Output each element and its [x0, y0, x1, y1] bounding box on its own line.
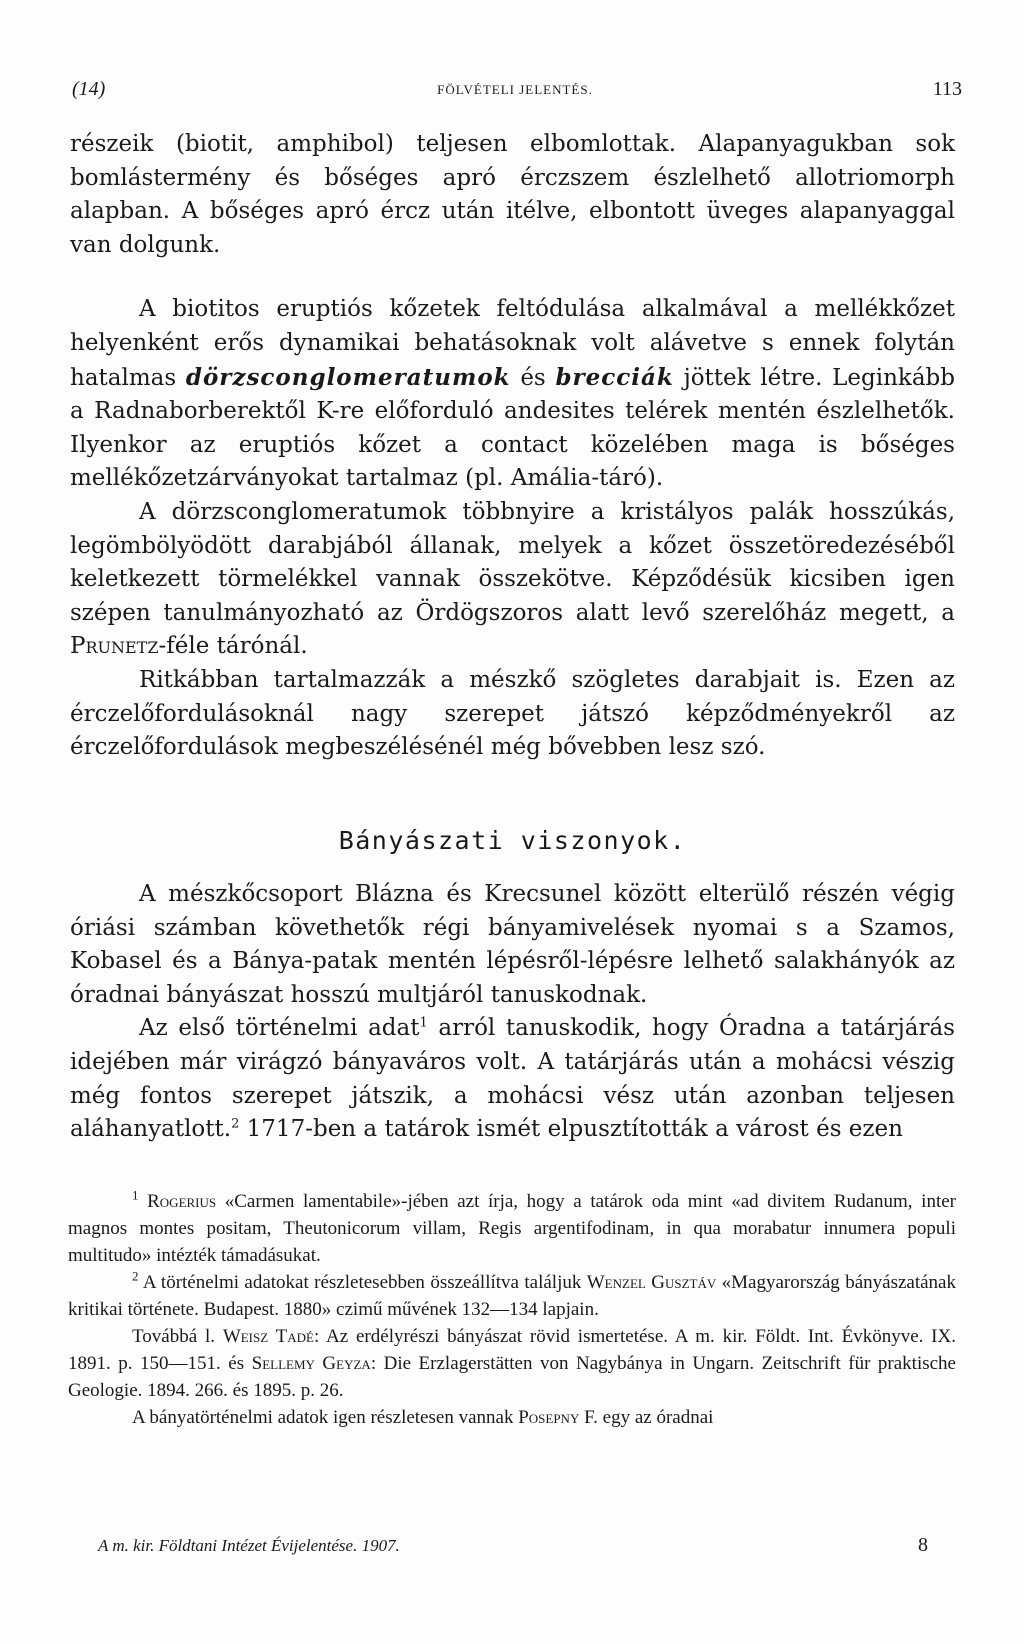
person-name-posepny: Posepny: [518, 1407, 580, 1428]
footnote-3-part3: : Die Erzlagerstätten von Nagybánya in Ungarn. Zeitschrift für praktische Geologie. 1894. 266. és 1895. p. 26.: [68, 1353, 956, 1401]
paragraph-6-part1: Az első történelmi adat: [139, 1015, 420, 1042]
footer-publication: A m. kir. Földtani Intézet Évijelentése. 1907.: [98, 1536, 400, 1555]
paragraph-3-part2: -féle tárónál.: [158, 633, 308, 660]
paragraph-5: A mészkőcsoport Blázna és Krecsunel között elterülő részén végig óriási számban követhetők régi bányamivelések nyomai s a Szamos, Kobasel és a Bánya-patak mentén lépésről-lépésre lelhető salakhányók az óradnai bányászat hosszú multjáról tanuskodnak.: [70, 881, 955, 1008]
header-section-number: (14): [72, 78, 106, 100]
paragraph-6: [70, 1012, 955, 1146]
paragraph-3-part1: A dörzsconglomeratumok többnyire a kristályos palák hosszúkás, legömbölyödött darabjából állanak, melyek a kőzet összetöredezéséből keletkezett törmelékkel vannak összekötve. Képződésük kicsiben igen szépen tanulmányozható az Ördögszoros alatt levő szerelőház megett, a: [70, 498, 955, 626]
term-brecciak: brecciák: [555, 363, 674, 391]
running-header: [68, 78, 962, 108]
footnote-1: [68, 1188, 956, 1269]
footnote-1-text: «Carmen lamentabile»-jében azt írja, hogy a tatárok oda mint «ad divitem Rudanum, inter magnos montes positam, Theutonicorum villam, Regis argentifodinam, in qua morabatur innumera populi multitudo» intézték támadásukat.: [68, 1191, 956, 1266]
paragraph-1: részeik (biotit, amphibol) teljesen elbomlottak. Alapanyagukban sok bomlástermény és bőséges apró érczszem észlelhető allotriomorph alapban. A bőséges apró ércz után itélve, elbontott üveges alapanyaggal van dolgunk.: [70, 131, 955, 258]
footnote-2: [68, 1269, 956, 1323]
footer-signature-number: 8: [918, 1534, 928, 1556]
footnotes: [68, 1188, 956, 1431]
footnote-2-part1: A történelmi adatokat részletesebben összeállítva találjuk: [138, 1272, 587, 1293]
paragraph-6-part3: 1717-ben a tatárok ismét elpusztították a várost és ezen: [239, 1116, 903, 1143]
footnote-3: [68, 1323, 956, 1404]
footnote-4-part2: F. egy az óradnai: [579, 1407, 714, 1428]
paragraph-6-part2: arról tanuskodik, hogy Óradna a tatárjárás idejében már virágzó bányaváros volt. A tatárjárás után a mohácsi vészig még fontos szerepet játszik, a mohácsi vész után azonban teljesen aláhanyatlott.: [70, 1015, 955, 1143]
paragraph-2-part2: és: [510, 364, 556, 391]
footnote-3-part2: : Az erdélyrészi bányászat rövid ismertetése. A m. kir. Földt. Int. Évkönyve. IX. 1891. p. 150—151. és: [68, 1326, 956, 1374]
person-name-prunetz: Prunetz: [70, 633, 159, 660]
page-number: 113: [932, 78, 962, 100]
paragraph-3: [70, 496, 955, 664]
person-name-wenzel: Wenzel Gusztáv: [586, 1272, 717, 1293]
paragraph-4: Ritkábban tartalmazzák a mészkő szögletes darabjait is. Ezen az érczelőfordulásoknál nagy szerepet játszó képződményekről az érczelőfordulások megbeszélésénél még bővebben lesz szó.: [70, 666, 955, 761]
paragraph-2-part1: A biotitos eruptiós kőzetek feltódulása alkalmával a mellékkőzet helyenként erős dynamikai behatásoknak volt alávetve s ennek folytán hatalmas: [70, 296, 955, 391]
term-dorzsconglomeratumok: dörzsconglomeratumok: [185, 363, 511, 391]
paragraph-2: [70, 293, 955, 496]
person-name-sellemy: Sellemy Geyza: [251, 1353, 371, 1374]
paragraph-2-part3: jöttek létre. Leginkább a Radnaborberektől K-re előforduló andesites telérek mentén észlelhetők. Ilyenkor az eruptiós kőzet a contact közelében maga is bőséges mellékőzetzárványokat tartalmaz (pl. Amália-táró).: [70, 364, 955, 492]
main-text-lower: [70, 878, 955, 1147]
person-name-weisz: Weisz Tadé: [222, 1326, 314, 1347]
footnote-ref-1: 1: [419, 1015, 428, 1031]
main-text-upper: [70, 128, 955, 765]
footnote-3-part1: Továbbá l.: [132, 1326, 223, 1347]
footnote-2-marker: 2: [132, 1268, 139, 1284]
footnote-4-part1: A bányatörténelmi adatok igen részletesen vannak: [132, 1407, 519, 1428]
person-name-rogerius: Rogerius: [147, 1191, 217, 1212]
section-heading: Bányászati viszonyok.: [338, 826, 687, 855]
footnote-2-part2: «Magyarország bányászatának kritikai története. Budapest. 1880» czimű művének 132—134 lapjain.: [68, 1272, 956, 1320]
header-title: FÖLVÉTELI JELENTÉS.: [437, 82, 593, 97]
footnote-4: [68, 1404, 956, 1431]
footnote-ref-2: 2: [231, 1116, 240, 1132]
footnote-1-marker: 1: [132, 1187, 139, 1203]
page-footer: [98, 1536, 928, 1562]
